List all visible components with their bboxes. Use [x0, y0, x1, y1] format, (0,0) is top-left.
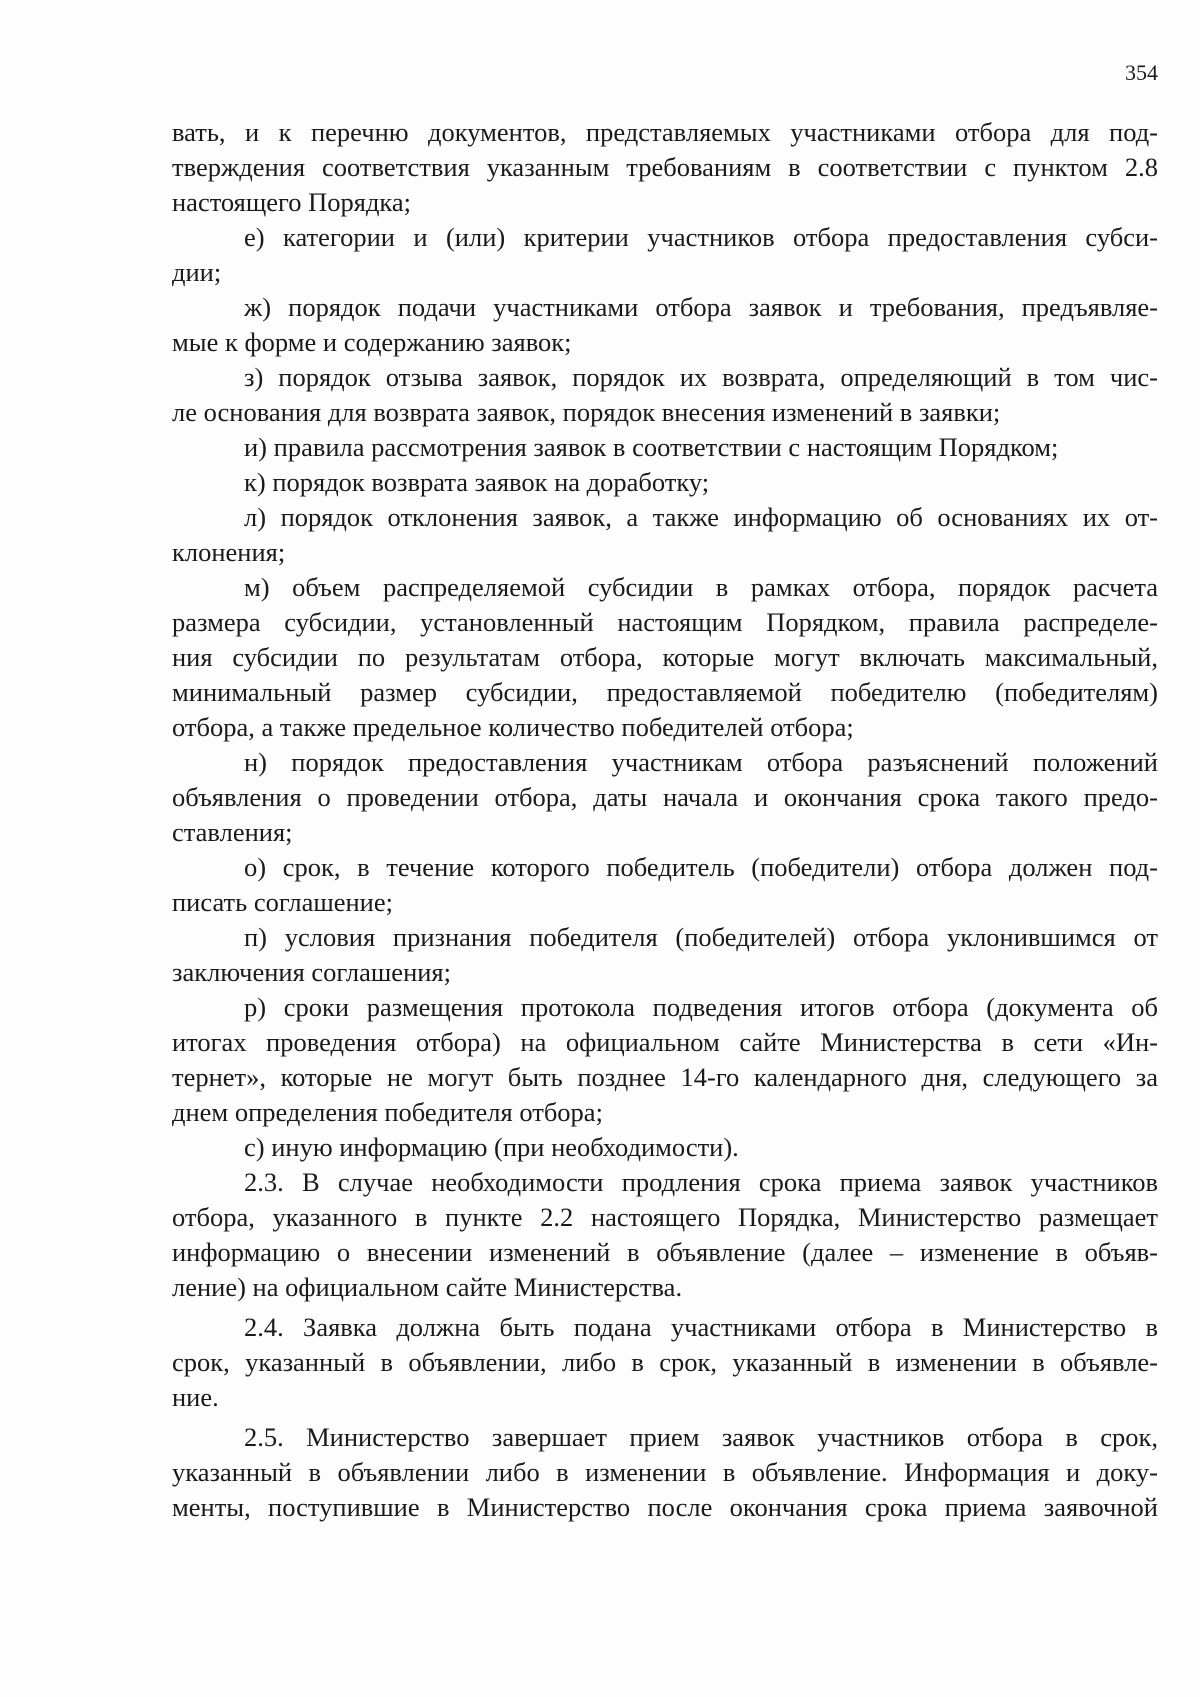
- text-line: отбора, а также предельное количество победителей отбора;: [172, 712, 854, 742]
- text-line: отбора, указанного в пункте 2.2 настоящего Порядка, Министерство размещает: [172, 1202, 1158, 1232]
- text-line: н) порядок предоставления участникам отбора разъяснений положений: [244, 747, 1158, 777]
- text-line: указанный в объявлении либо в изменении в объявление. Информация и доку-: [172, 1457, 1158, 1487]
- text-line: мые к форме и содержанию заявок;: [172, 327, 572, 357]
- text-line: менты, поступившие в Министерство после окончания срока приема заявочной: [172, 1492, 1158, 1522]
- text-line: ния субсидии по результатам отбора, которые могут включать максимальный,: [172, 642, 1158, 672]
- text-line: заключения соглашения;: [172, 957, 451, 987]
- text-line: к) порядок возврата заявок на доработку;: [244, 467, 710, 497]
- text-line: ж) порядок подачи участниками отбора заявок и требования, предъявляе-: [244, 292, 1158, 322]
- text-line: ставления;: [172, 817, 293, 847]
- text-line: о) срок, в течение которого победитель (победители) отбора должен под-: [244, 852, 1158, 882]
- text-line: дии;: [172, 257, 222, 287]
- text-line: информацию о внесении изменений в объявление (далее – изменение в объяв-: [172, 1237, 1158, 1267]
- text-line: 2.4. Заявка должна быть подана участниками отбора в Министерство в: [244, 1312, 1158, 1342]
- text-line: клонения;: [172, 537, 286, 567]
- text-line: писать соглашение;: [172, 887, 393, 917]
- text-line: итогах проведения отбора) на официальном сайте Министерства в сети «Ин-: [172, 1027, 1158, 1057]
- text-line: м) объем распределяемой субсидии в рамках отбора, порядок расчета: [244, 572, 1158, 602]
- page-number: 354: [1125, 60, 1158, 85]
- text-line: л) порядок отклонения заявок, а также информацию об основаниях их от-: [244, 502, 1158, 532]
- text-line: размера субсидии, установленный настоящим Порядком, правила распределе-: [172, 607, 1158, 637]
- text-line: тернет», которые не могут быть позднее 14-го календарного дня, следующего за: [172, 1062, 1158, 1092]
- text-line: минимальный размер субсидии, предоставляемой победителю (победителям): [172, 677, 1158, 707]
- text-line: ние.: [172, 1382, 219, 1412]
- text-line: з) порядок отзыва заявок, порядок их возврата, определяющий в том чис-: [244, 362, 1158, 392]
- text-line: с) иную информацию (при необходимости).: [244, 1132, 739, 1162]
- text-line: 2.3. В случае необходимости продления срока приема заявок участников: [244, 1167, 1158, 1197]
- text-line: ле основания для возврата заявок, порядок внесения изменений в заявки;: [172, 397, 1001, 427]
- text-line: днем определения победителя отбора;: [172, 1097, 603, 1127]
- text-line: ление) на официальном сайте Министерства.: [172, 1272, 683, 1302]
- text-line: и) правила рассмотрения заявок в соответствии с настоящим Порядком;: [244, 432, 1059, 462]
- text-line: срок, указанный в объявлении, либо в срок, указанный в изменении в объявле-: [172, 1347, 1158, 1377]
- text-line: п) условия признания победителя (победителей) отбора уклонившимся от: [244, 922, 1158, 952]
- text-line: вать, и к перечню документов, представляемых участниками отбора для под-: [172, 117, 1158, 147]
- text-line: тверждения соответствия указанным требованиям в соответствии с пунктом 2.8: [172, 152, 1158, 182]
- text-line: 2.5. Министерство завершает прием заявок участников отбора в срок,: [244, 1422, 1158, 1452]
- text-line: р) сроки размещения протокола подведения итогов отбора (документа об: [244, 992, 1158, 1022]
- text-line: е) категории и (или) критерии участников отбора предоставления субси-: [244, 222, 1158, 252]
- text-line: настоящего Порядка;: [172, 187, 412, 217]
- text-line: объявления о проведении отбора, даты начала и окончания срока такого предо-: [172, 782, 1158, 812]
